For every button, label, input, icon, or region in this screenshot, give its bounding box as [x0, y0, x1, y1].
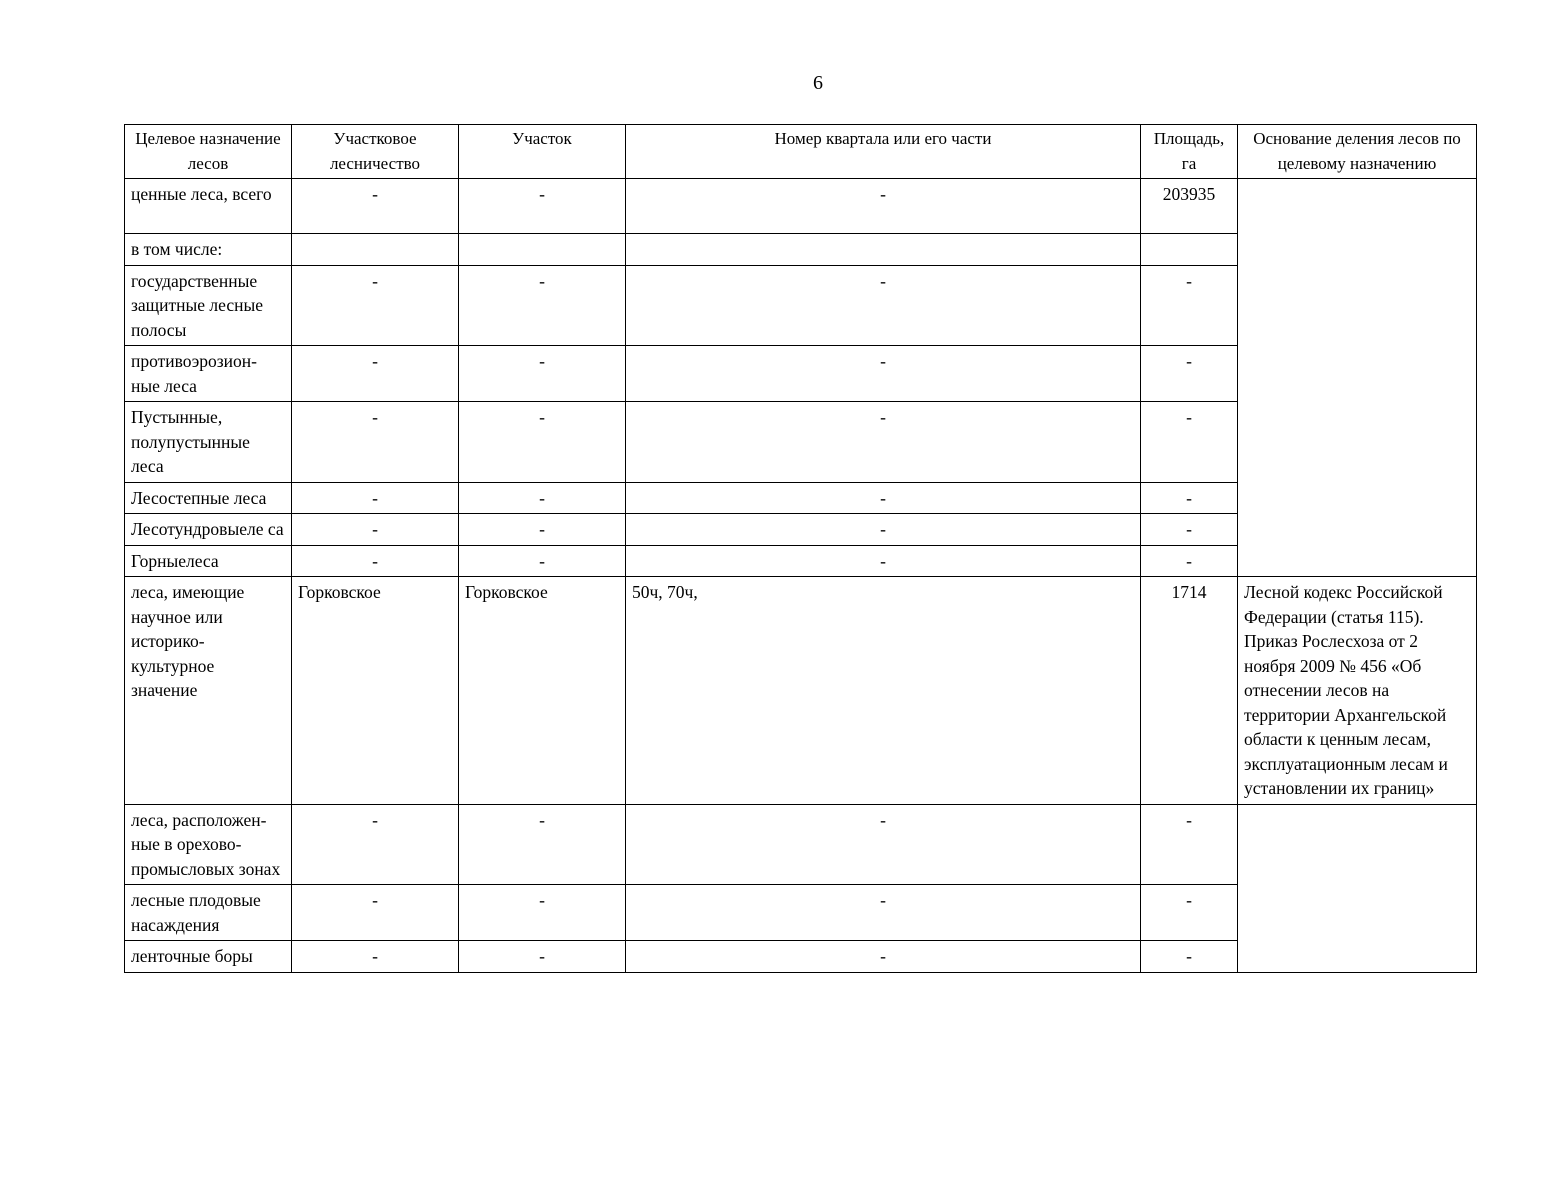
- forest-purpose-table: [124, 124, 1477, 973]
- cell-quarter: -: [626, 804, 1141, 885]
- cell-area: -: [1141, 402, 1238, 483]
- cell-forestry: -: [292, 482, 459, 514]
- cell-quarter: -: [626, 265, 1141, 346]
- cell-plot: -: [459, 514, 626, 546]
- table-row: [125, 577, 1477, 805]
- cell-area: -: [1141, 514, 1238, 546]
- cell-forestry: -: [292, 346, 459, 402]
- cell-plot: [459, 234, 626, 266]
- cell-forestry: -: [292, 179, 459, 234]
- header-basis: Основание деления лесов по целевому назначению: [1238, 125, 1477, 179]
- cell-purpose: государственные защитные лесные полосы: [125, 265, 292, 346]
- cell-purpose: лесные плодовые насаждения: [125, 885, 292, 941]
- cell-basis-empty: [1238, 804, 1477, 972]
- cell-area: -: [1141, 482, 1238, 514]
- cell-purpose: Пустынные, полупустынные леса: [125, 402, 292, 483]
- cell-plot: Горковское: [459, 577, 626, 805]
- cell-basis: Лесной кодекс Российской Федерации (статья 115). Приказ Рослесхоза от 2 ноября 2009 № 456 «Об отнесении лесов на территории Архангельской области к ценным лесам, эксплуатационным лесам и установлении их границ»: [1238, 577, 1477, 805]
- cell-quarter: -: [626, 514, 1141, 546]
- header-row: [125, 125, 1477, 179]
- page-number: 6: [813, 72, 823, 94]
- cell-purpose: ценные леса, всего: [125, 179, 292, 234]
- cell-quarter: -: [626, 402, 1141, 483]
- cell-area: 1714: [1141, 577, 1238, 805]
- table-row: [125, 179, 1477, 234]
- header-plot: Участок: [459, 125, 626, 179]
- header-forestry: Участковое лесничество: [292, 125, 459, 179]
- cell-quarter: 50ч, 70ч,: [626, 577, 1141, 805]
- cell-plot: -: [459, 941, 626, 973]
- cell-purpose: Лесостепные леса: [125, 482, 292, 514]
- header-quarter: Номер квартала или его части: [626, 125, 1141, 179]
- cell-purpose: леса, расположен-ные в орехово-промысловых зонах: [125, 804, 292, 885]
- cell-plot: -: [459, 346, 626, 402]
- cell-plot: -: [459, 545, 626, 577]
- cell-area: -: [1141, 265, 1238, 346]
- cell-forestry: Горковское: [292, 577, 459, 805]
- cell-quarter: -: [626, 346, 1141, 402]
- header-area: Площадь, га: [1141, 125, 1238, 179]
- cell-quarter: -: [626, 885, 1141, 941]
- cell-forestry: -: [292, 514, 459, 546]
- cell-quarter: -: [626, 482, 1141, 514]
- cell-forestry: -: [292, 545, 459, 577]
- cell-area: -: [1141, 941, 1238, 973]
- cell-plot: -: [459, 402, 626, 483]
- cell-quarter: -: [626, 179, 1141, 234]
- cell-plot: -: [459, 482, 626, 514]
- cell-purpose: в том числе:: [125, 234, 292, 266]
- cell-area: 203935: [1141, 179, 1238, 234]
- cell-basis-empty: [1238, 179, 1477, 577]
- cell-area: -: [1141, 346, 1238, 402]
- cell-forestry: -: [292, 804, 459, 885]
- cell-quarter: -: [626, 941, 1141, 973]
- cell-forestry: -: [292, 402, 459, 483]
- header-purpose: Целевое назначение лесов: [125, 125, 292, 179]
- table-row: [125, 804, 1477, 885]
- cell-purpose: противоэрозион-ные леса: [125, 346, 292, 402]
- cell-plot: -: [459, 804, 626, 885]
- cell-area: -: [1141, 885, 1238, 941]
- cell-quarter: -: [626, 545, 1141, 577]
- cell-purpose: Лесотундровыеле са: [125, 514, 292, 546]
- cell-forestry: -: [292, 941, 459, 973]
- cell-purpose: Горныелеса: [125, 545, 292, 577]
- cell-plot: -: [459, 885, 626, 941]
- cell-area: [1141, 234, 1238, 266]
- cell-area: -: [1141, 545, 1238, 577]
- cell-quarter: [626, 234, 1141, 266]
- cell-purpose: ленточные боры: [125, 941, 292, 973]
- cell-forestry: -: [292, 265, 459, 346]
- cell-forestry: [292, 234, 459, 266]
- cell-forestry: -: [292, 885, 459, 941]
- cell-plot: -: [459, 179, 626, 234]
- cell-area: -: [1141, 804, 1238, 885]
- cell-plot: -: [459, 265, 626, 346]
- cell-purpose: леса, имеющие научное или историко-культурное значение: [125, 577, 292, 805]
